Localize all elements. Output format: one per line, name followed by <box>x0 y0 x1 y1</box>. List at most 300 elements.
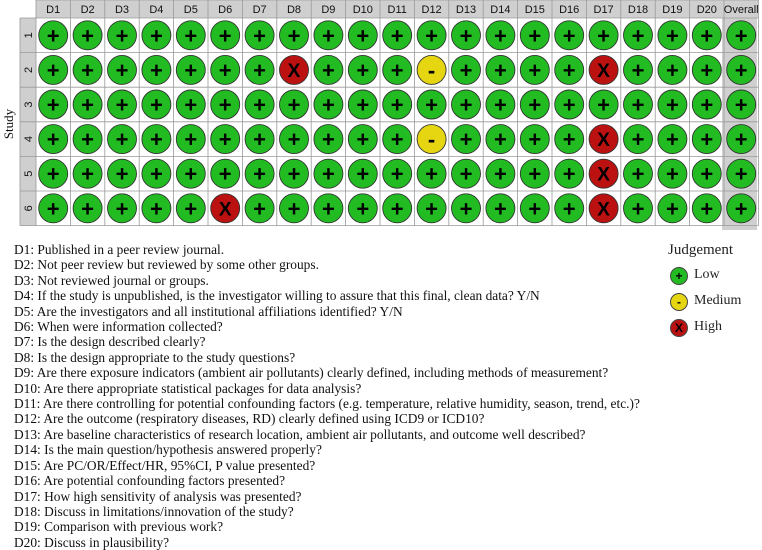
judgement-low <box>176 55 205 84</box>
judgement-low <box>314 55 343 84</box>
judgement-low <box>39 55 68 84</box>
study-label: 5 <box>23 170 35 177</box>
judgement-symbol: + <box>528 92 542 118</box>
judgement-low <box>624 90 653 119</box>
domain-definition: D10: Are there appropriate statistical packages for data analysis? <box>14 380 362 396</box>
judgement-symbol: X <box>218 199 232 221</box>
judgement-low <box>417 90 446 119</box>
judgement-low <box>417 159 446 188</box>
judgement-low <box>692 90 721 119</box>
judgement-low <box>142 159 171 188</box>
judgement-low <box>555 90 584 119</box>
judgement-low <box>280 159 309 188</box>
judgement-low <box>39 21 68 50</box>
study-label: 3 <box>23 101 35 108</box>
domain-definition: D7: Is the design described clearly? <box>14 334 206 350</box>
judgement-low <box>452 21 481 50</box>
judgement-low <box>692 125 721 154</box>
judgement-low <box>176 159 205 188</box>
judgement-symbol: + <box>115 57 129 83</box>
judgement-symbol: + <box>493 92 507 118</box>
judgement-low <box>417 21 446 50</box>
judgement-symbol: + <box>218 23 232 49</box>
judgement-symbol: + <box>321 57 335 83</box>
judgement-symbol: + <box>184 161 198 187</box>
column-header-label: Overall <box>723 4 759 16</box>
judgement-symbol: + <box>356 23 370 49</box>
judgement-symbol: + <box>149 196 163 222</box>
judgement-symbol: + <box>390 92 404 118</box>
judgement-symbol: + <box>459 161 473 187</box>
judgement-low <box>452 159 481 188</box>
judgement-low <box>348 55 377 84</box>
judgement-low <box>73 194 102 223</box>
judgement-low <box>314 159 343 188</box>
judgement-symbol: + <box>184 57 198 83</box>
judgement-high <box>589 125 618 154</box>
column-header-label: D18 <box>627 4 649 16</box>
judgement-symbol: + <box>253 161 267 187</box>
column-header-label: D9 <box>321 4 336 16</box>
judgement-low <box>211 21 240 50</box>
judgement-low <box>211 125 240 154</box>
judgement-low <box>314 21 343 50</box>
judgement-symbol: + <box>287 23 301 49</box>
judgement-symbol: + <box>253 127 267 153</box>
judgement-low <box>520 125 549 154</box>
judgement-low <box>520 55 549 84</box>
judgement-symbol: + <box>425 23 439 49</box>
judgement-low <box>245 21 274 50</box>
judgement-low <box>727 194 756 223</box>
judgement-low <box>280 21 309 50</box>
judgement-symbol: + <box>115 161 129 187</box>
study-label: 6 <box>23 205 35 212</box>
judgement-symbol: X <box>597 164 610 186</box>
judgement-symbol: + <box>356 196 370 222</box>
judgement-low <box>142 194 171 223</box>
judgement-low <box>624 194 653 223</box>
domain-definitions <box>14 242 762 550</box>
judgement-symbol: + <box>81 161 95 187</box>
judgement-low <box>348 194 377 223</box>
judgement-symbol: + <box>321 92 335 118</box>
judgement-symbol: + <box>149 161 163 187</box>
judgement-low <box>658 194 687 223</box>
judgement-symbol: + <box>356 92 370 118</box>
judgement-symbol: + <box>493 161 507 187</box>
judgement-symbol: + <box>700 92 714 118</box>
judgement-symbol: + <box>184 92 198 118</box>
judgement-low <box>727 55 756 84</box>
column-header-label: D1 <box>46 4 61 16</box>
judgement-symbol: + <box>287 196 301 222</box>
column-header-label: D4 <box>149 4 164 16</box>
judgement-symbol: + <box>46 23 60 49</box>
judgement-symbol: + <box>149 57 163 83</box>
judgement-symbol: + <box>287 127 301 153</box>
judgement-low <box>692 159 721 188</box>
judgement-symbol: + <box>459 92 473 118</box>
judgement-low <box>624 55 653 84</box>
judgement-symbol: + <box>184 23 198 49</box>
judgement-symbol: + <box>528 161 542 187</box>
judgement-symbol: + <box>81 196 95 222</box>
judgement-symbol: + <box>528 196 542 222</box>
judgement-symbol: + <box>459 196 473 222</box>
column-header-label: D13 <box>455 4 477 16</box>
judgement-symbol: + <box>115 127 129 153</box>
judgement-symbol: + <box>425 92 439 118</box>
judgement-low <box>486 55 515 84</box>
judgement-symbol: X <box>287 60 301 82</box>
judgement-low <box>314 90 343 119</box>
judgement-symbol: + <box>46 127 60 153</box>
judgement-symbol: + <box>253 57 267 83</box>
legend-label: Low <box>694 267 720 282</box>
judgement-low <box>314 125 343 154</box>
judgement-symbol: + <box>218 92 232 118</box>
judgement-symbol: + <box>218 57 232 83</box>
domain-definition: D15: Are PC/OR/Effect/HR, 95%CI, P value presented? <box>14 457 316 473</box>
domain-definition: D13: Are baseline characteristics of research location, ambient air pollutants, and outcome well described? <box>14 426 586 442</box>
judgement-low <box>348 125 377 154</box>
column-header-label: D5 <box>183 4 198 16</box>
judgement-low <box>73 90 102 119</box>
judgement-low <box>727 90 756 119</box>
judgement-low <box>555 55 584 84</box>
judgement-low <box>452 194 481 223</box>
judgement-low <box>452 55 481 84</box>
judgement-low <box>486 194 515 223</box>
judgement-low <box>452 90 481 119</box>
judgement-symbol: + <box>665 92 679 118</box>
judgement-low <box>176 125 205 154</box>
column-header-label: D14 <box>490 4 511 16</box>
judgement-high <box>211 194 240 223</box>
judgement-low <box>280 125 309 154</box>
judgement-symbol: + <box>665 23 679 49</box>
judgement-symbol: + <box>218 161 232 187</box>
judgement-symbol: + <box>184 127 198 153</box>
column-header-label: D6 <box>218 4 233 16</box>
judgement-low <box>486 159 515 188</box>
judgement-symbol: + <box>253 196 267 222</box>
column-header-label: D20 <box>696 4 717 16</box>
judgement-symbol: + <box>631 23 645 49</box>
judgement-low <box>624 21 653 50</box>
judgement-symbol: + <box>46 57 60 83</box>
judgement-low <box>176 21 205 50</box>
judgement-symbol: + <box>115 23 129 49</box>
judgement-symbol: + <box>390 23 404 49</box>
judgement-low <box>39 125 68 154</box>
domain-definition: D2: Not peer review but reviewed by some other groups. <box>14 257 319 273</box>
judgement-symbol: + <box>700 127 714 153</box>
judgement-symbol: + <box>631 196 645 222</box>
judgement-symbol: + <box>218 127 232 153</box>
legend-swatch: + <box>670 267 688 285</box>
judgement-symbol: + <box>390 161 404 187</box>
judgement-low <box>520 21 549 50</box>
judgement-symbol: + <box>734 127 748 153</box>
column-header-label: D3 <box>114 4 130 16</box>
judgement-symbol: + <box>528 127 542 153</box>
domain-definition: D3: Not reviewed journal or groups. <box>14 272 209 288</box>
judgement-symbol: + <box>562 92 576 118</box>
judgement-low <box>245 125 274 154</box>
domain-definition: D16: Are potential confounding factors presented? <box>14 473 286 489</box>
judgement-low <box>452 125 481 154</box>
legend-title: Judgement <box>668 242 733 258</box>
judgement-low <box>108 90 137 119</box>
column-header-label: D11 <box>387 4 407 16</box>
judgement-low <box>73 55 102 84</box>
judgement-symbol: - <box>427 127 436 153</box>
judgement-low <box>211 55 240 84</box>
judgement-symbol: + <box>562 23 576 49</box>
judgement-symbol: + <box>184 196 198 222</box>
judgement-low <box>486 21 515 50</box>
judgement-symbol: + <box>356 57 370 83</box>
judgement-low <box>39 90 68 119</box>
judgement-low <box>142 125 171 154</box>
judgement-symbol: + <box>562 127 576 153</box>
column-header-label: D19 <box>662 4 683 16</box>
judgement-low <box>73 159 102 188</box>
judgement-symbol: + <box>459 57 473 83</box>
judgement-symbol: + <box>321 196 335 222</box>
judgement-low <box>658 125 687 154</box>
judgement-low <box>658 55 687 84</box>
judgement-symbol: + <box>356 127 370 153</box>
judgement-low <box>383 159 412 188</box>
judgement-high <box>589 194 618 223</box>
judgement-low <box>486 90 515 119</box>
judgement-symbol: + <box>631 127 645 153</box>
judgement-low <box>314 194 343 223</box>
judgement-symbol: + <box>528 57 542 83</box>
judgement-low <box>348 21 377 50</box>
judgement-low <box>658 90 687 119</box>
study-label: 4 <box>23 136 35 143</box>
judgement-low <box>727 21 756 50</box>
judgement-high <box>280 55 309 84</box>
judgement-high <box>589 55 618 84</box>
judgement-symbol: + <box>321 23 335 49</box>
judgement-symbol: + <box>321 161 335 187</box>
judgement-symbol: + <box>287 92 301 118</box>
domain-definition: D5: Are the investigators and all institutional affiliations identified? Y/N <box>14 303 403 319</box>
judgement-symbol: + <box>459 127 473 153</box>
judgement-symbol: + <box>81 92 95 118</box>
judgement-symbol: + <box>734 161 748 187</box>
judgement-symbol: + <box>700 161 714 187</box>
judgement-symbol: X <box>597 60 610 82</box>
judgement-low <box>658 21 687 50</box>
judgement-symbol: + <box>562 57 576 83</box>
judgement-low <box>520 90 549 119</box>
judgement-low <box>692 21 721 50</box>
judgement-symbol: + <box>149 23 163 49</box>
judgement-symbol: + <box>46 161 60 187</box>
judgement-low <box>108 194 137 223</box>
domain-definition: D18: Discuss in limitations/innovation of the study? <box>14 503 294 519</box>
domain-definition: D1: Published in a peer review journal. <box>14 242 225 257</box>
judgement-low <box>176 90 205 119</box>
column-header-label: D7 <box>252 4 267 16</box>
judgement-symbol: + <box>631 161 645 187</box>
judgement-low <box>108 125 137 154</box>
legend-label: Medium <box>694 293 742 308</box>
risk-of-bias-chart <box>0 0 762 240</box>
judgement-symbol: + <box>631 57 645 83</box>
judgement-symbol: + <box>390 196 404 222</box>
judgement-low <box>142 55 171 84</box>
judgement-low <box>589 21 618 50</box>
judgement-symbol: + <box>46 196 60 222</box>
judgement-symbol: + <box>665 196 679 222</box>
judgement-symbol: + <box>700 196 714 222</box>
domain-definition: D17: How high sensitivity of analysis was presented? <box>14 488 302 504</box>
judgement-symbol: + <box>321 127 335 153</box>
judgement-low <box>692 55 721 84</box>
judgement-symbol: + <box>115 92 129 118</box>
judgement-symbol: + <box>734 57 748 83</box>
judgement-low <box>245 194 274 223</box>
judgement-low <box>417 194 446 223</box>
judgement-low <box>108 21 137 50</box>
domain-definition: D14: Is the main question/hypothesis answered properly? <box>14 442 322 458</box>
judgement-symbol: + <box>81 127 95 153</box>
y-axis-label: Study <box>1 108 16 140</box>
judgement-symbol: + <box>528 23 542 49</box>
judgement-low <box>555 194 584 223</box>
judgement-low <box>348 90 377 119</box>
judgement-symbol: + <box>425 161 439 187</box>
judgement-low <box>245 55 274 84</box>
column-header-label: D10 <box>352 4 373 16</box>
judgement-symbol: + <box>665 57 679 83</box>
judgement-low <box>383 125 412 154</box>
judgement-symbol: + <box>562 161 576 187</box>
study-label: 1 <box>23 32 35 39</box>
judgement-low <box>348 159 377 188</box>
judgement-low <box>555 21 584 50</box>
domain-definition: D20: Discuss in plausibility? <box>14 534 170 550</box>
judgement-low <box>108 55 137 84</box>
judgement-low <box>555 159 584 188</box>
judgement-symbol: + <box>356 161 370 187</box>
judgement-symbol: + <box>665 161 679 187</box>
judgement-low <box>39 194 68 223</box>
judgement-symbol: + <box>149 92 163 118</box>
judgement-symbol: + <box>149 127 163 153</box>
judgement-symbol: X <box>597 199 610 221</box>
judgement-low <box>624 159 653 188</box>
judgement-symbol: + <box>597 23 611 49</box>
column-header-label: D15 <box>524 4 545 16</box>
domain-definition: D11: Are there controlling for potential confounding factors (e.g. temperature, relative humidity, season, trend, etc.)? <box>14 396 640 412</box>
study-label: 2 <box>23 66 35 73</box>
judgement-symbol: + <box>597 92 611 118</box>
judgement-high <box>589 159 618 188</box>
judgement-low <box>39 159 68 188</box>
judgement-symbol: + <box>459 23 473 49</box>
judgement-low <box>520 194 549 223</box>
domain-definition: D19: Comparison with previous work? <box>14 519 224 535</box>
judgement-symbol: + <box>562 196 576 222</box>
judgement-low <box>727 159 756 188</box>
judgement-symbol: + <box>665 127 679 153</box>
legend-swatch: - <box>670 293 688 311</box>
judgement-symbol: + <box>734 196 748 222</box>
judgement-low <box>727 125 756 154</box>
judgement-low <box>658 159 687 188</box>
judgement-symbol: - <box>427 57 436 83</box>
judgement-symbol: + <box>493 196 507 222</box>
judgement-symbol: X <box>597 130 610 152</box>
judgement-symbol: + <box>253 92 267 118</box>
judgement-medium <box>417 125 446 154</box>
judgement-symbol: + <box>734 92 748 118</box>
judgement-symbol: + <box>287 161 301 187</box>
domain-definition: D6: When were information collected? <box>14 319 223 335</box>
judgement-low <box>383 55 412 84</box>
domain-definition: D8: Is the design appropriate to the study questions? <box>14 349 296 365</box>
domain-definition: D12: Are the outcome (respiratory diseases, RD) clearly defined using ICD9 or ICD10? <box>14 411 485 427</box>
column-header-label: D8 <box>286 4 302 16</box>
judgement-medium <box>417 55 446 84</box>
judgement-symbol: + <box>631 92 645 118</box>
judgement-low <box>383 90 412 119</box>
judgement-low <box>73 125 102 154</box>
legend-swatch: X <box>670 319 688 337</box>
judgement-low <box>383 194 412 223</box>
judgement-low <box>692 194 721 223</box>
judgement-low <box>211 90 240 119</box>
judgement-symbol: + <box>493 57 507 83</box>
judgement-low <box>108 159 137 188</box>
judgement-symbol: + <box>115 196 129 222</box>
judgement-symbol: + <box>493 127 507 153</box>
judgement-symbol: + <box>700 57 714 83</box>
column-header-label: D17 <box>593 4 614 16</box>
judgement-low <box>245 90 274 119</box>
domain-definition: D4: If the study is unpublished, is the investigator willing to assure that this final, clean data? Y/N <box>14 288 540 304</box>
judgement-symbol: + <box>81 23 95 49</box>
judgement-low <box>211 159 240 188</box>
judgement-symbol: + <box>253 23 267 49</box>
judgement-symbol: + <box>425 196 439 222</box>
judgement-low <box>73 21 102 50</box>
judgement-low <box>383 21 412 50</box>
judgement-symbol: + <box>390 57 404 83</box>
judgement-low <box>589 90 618 119</box>
column-header-label: D16 <box>559 4 580 16</box>
judgement-low <box>280 194 309 223</box>
judgement-symbol: + <box>81 57 95 83</box>
judgement-low <box>520 159 549 188</box>
column-header-label: D12 <box>421 4 442 16</box>
judgement-symbol: + <box>46 92 60 118</box>
judgement-symbol: + <box>700 23 714 49</box>
judgement-symbol: + <box>734 23 748 49</box>
column-header-label: D2 <box>80 4 95 16</box>
judgement-low <box>555 125 584 154</box>
judgement-low <box>280 90 309 119</box>
judgement-low <box>142 90 171 119</box>
